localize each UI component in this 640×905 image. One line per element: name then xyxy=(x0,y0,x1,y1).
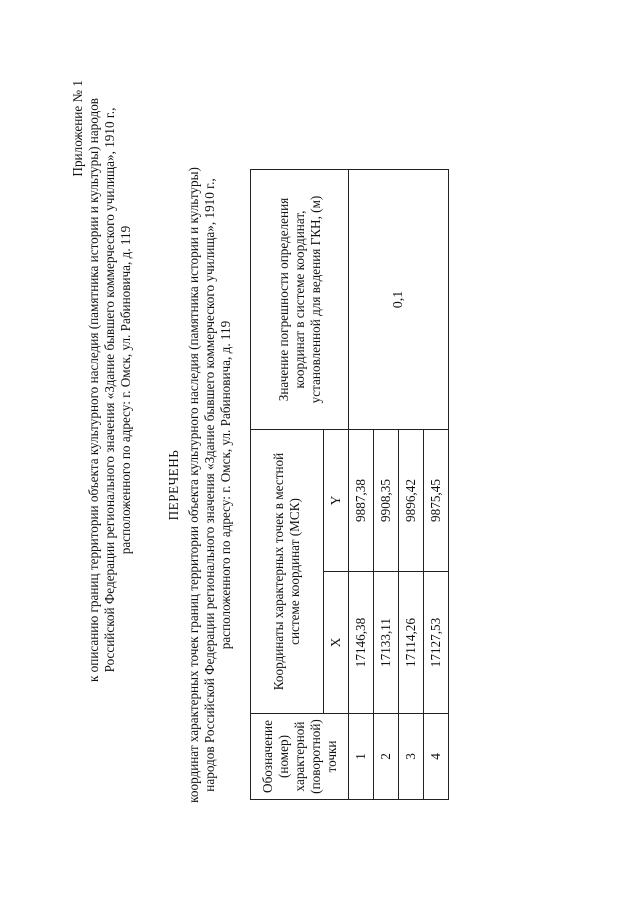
title-line: народов Российской Федерации регионального значения «Здание бывшего коммерческого училища», 1910 г., xyxy=(202,178,217,792)
annex-header xyxy=(70,80,134,810)
cell-point: 3 xyxy=(399,714,424,800)
title-heading: ПЕРЕЧЕНЬ xyxy=(166,449,181,521)
cell-point: 1 xyxy=(349,714,374,800)
document-title xyxy=(166,80,234,810)
cell-accuracy: 0,1 xyxy=(349,170,449,430)
cell-x: 17133,11 xyxy=(374,572,399,714)
header-x: X xyxy=(324,572,349,714)
header-coordinates: Координаты характерных точек в местной системе координат (МСК) xyxy=(251,430,324,714)
title-line: расположенного по адресу: г. Омск, ул. Рабиновича, д. 119 xyxy=(218,320,233,650)
annex-line: к описанию границ территории объекта культурного наследия (памятника истории и культуры) народов xyxy=(86,97,101,683)
header-point: Обозначение (номер) характерной (поворотной) точки xyxy=(251,714,349,800)
cell-y: 9875,45 xyxy=(424,430,449,572)
annex-number: Приложение № 1 xyxy=(70,80,85,177)
cell-point: 4 xyxy=(424,714,449,800)
header-accuracy: Значение погрешности определения координат в системе координат, установленной для ведения ГКН, (м) xyxy=(251,170,349,430)
cell-x: 17127,53 xyxy=(424,572,449,714)
cell-y: 9908,35 xyxy=(374,430,399,572)
header-y: Y xyxy=(324,430,349,572)
cell-y: 9896,42 xyxy=(399,430,424,572)
cell-y: 9887,38 xyxy=(349,430,374,572)
annex-line: расположенного по адресу: г. Омск, ул. Рабиновича, д. 119 xyxy=(118,225,133,555)
cell-x: 17146,38 xyxy=(349,572,374,714)
annex-line: Российской Федерации регионального значения «Здание бывшего коммерческого училища», 1910 г., xyxy=(102,107,117,673)
cell-point: 2 xyxy=(374,714,399,800)
table-row xyxy=(349,170,374,800)
cell-x: 17114,26 xyxy=(399,572,424,714)
document-page xyxy=(70,80,600,810)
title-line: координат характерных точек границ территории объекта культурного наследия (памятника истории и культуры) xyxy=(186,167,201,803)
coordinates-table xyxy=(250,169,449,800)
